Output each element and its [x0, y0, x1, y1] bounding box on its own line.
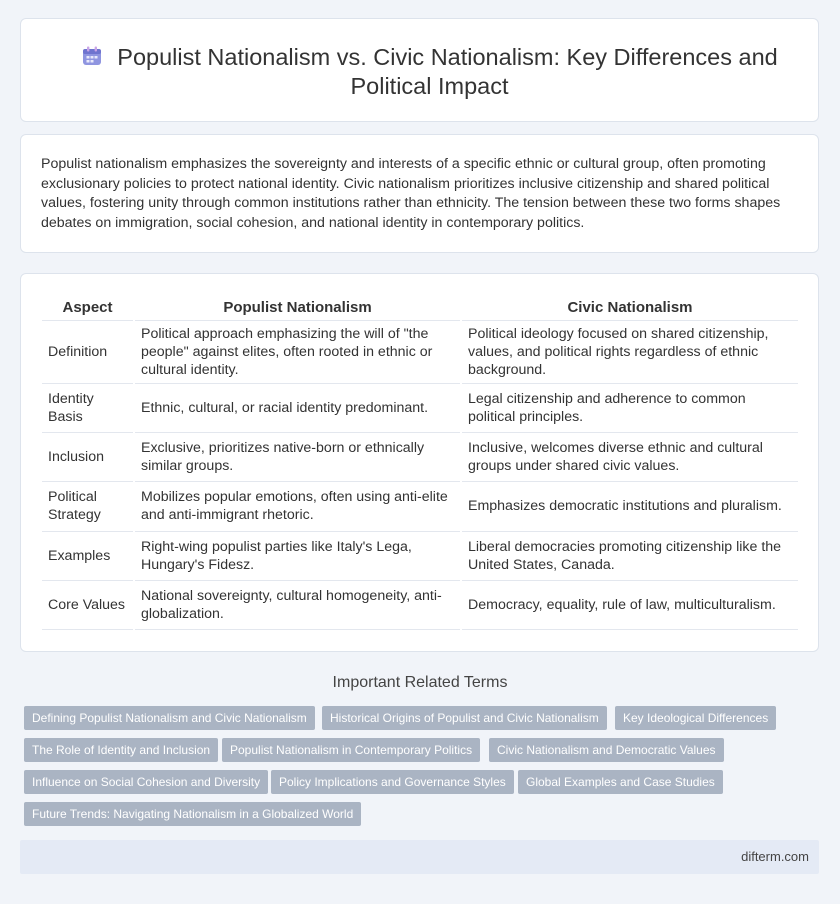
comparison-table-card: [20, 273, 819, 652]
cell-populist: Ethnic, cultural, or racial identity predominant.: [134, 383, 461, 432]
table-row: [42, 481, 798, 531]
cell-civic: Political ideology focused on shared citizenship, values, and political rights regardless of ethnic background.: [461, 320, 798, 383]
cell-populist: Political approach emphasizing the will of "the people" against elites, often rooted in ethnic or cultural identity.: [134, 320, 461, 383]
cell-civic: Democracy, equality, rule of law, multiculturalism.: [461, 580, 798, 629]
related-tag-social-cohesion[interactable]: Influence on Social Cohesion and Diversity: [24, 770, 268, 794]
page-title-text: Populist Nationalism vs. Civic Nationalism: Key Differences and Political Impact: [117, 44, 778, 99]
table-row: [42, 383, 798, 432]
related-tag-future-trends[interactable]: Future Trends: Navigating Nationalism in a Globalized World: [24, 802, 361, 826]
related-tag-historical-origins[interactable]: Historical Origins of Populist and Civic Nationalism: [322, 706, 607, 730]
header-civic: Civic Nationalism: [461, 296, 798, 320]
calendar-icon: [81, 45, 103, 67]
related-tag-contemporary-politics[interactable]: Populist Nationalism in Contemporary Politics: [222, 738, 480, 762]
cell-civic: Liberal democracies promoting citizenship like the United States, Canada.: [461, 531, 798, 580]
header-aspect: Aspect: [42, 296, 134, 320]
table-row: [42, 320, 798, 383]
title-wrap: [61, 43, 798, 101]
cell-aspect: Examples: [42, 531, 134, 580]
cell-populist: National sovereignty, cultural homogeneity, anti-globalization.: [134, 580, 461, 629]
cell-civic: Inclusive, welcomes diverse ethnic and cultural groups under shared civic values.: [461, 432, 798, 481]
related-tag-global-examples[interactable]: Global Examples and Case Studies: [518, 770, 723, 794]
cell-populist: Mobilizes popular emotions, often using anti-elite and anti-immigrant rhetoric.: [134, 481, 461, 531]
table-row: [42, 432, 798, 481]
related-tag-ideological-differences[interactable]: Key Ideological Differences: [615, 706, 776, 730]
cell-aspect: Definition: [42, 320, 134, 383]
related-tag-defining[interactable]: Defining Populist Nationalism and Civic Nationalism: [24, 706, 315, 730]
cell-aspect: Inclusion: [42, 432, 134, 481]
related-terms-title: Important Related Terms: [332, 674, 508, 691]
cell-civic: Emphasizes democratic institutions and pluralism.: [461, 481, 798, 531]
intro-paragraph: Populist nationalism emphasizes the sovereignty and interests of a specific ethnic or cultural group, often promoting exclusionary policies to protect national identity. Civic nationalism prioritizes inclusive citizenship and shared political values, fostering unity through common institutions rather than ethnicity. The tension between these two forms shapes debates on immigration, social cohesion, and national identity in contemporary politics.: [41, 156, 781, 231]
cell-aspect: Political Strategy: [42, 481, 134, 531]
table-row: [42, 531, 798, 580]
cell-aspect: Identity Basis: [42, 383, 134, 432]
cell-civic: Legal citizenship and adherence to common political principles.: [461, 383, 798, 432]
page-title: [61, 43, 798, 101]
cell-aspect: Core Values: [42, 580, 134, 629]
header-card: [20, 18, 819, 122]
comparison-table: [42, 296, 798, 630]
related-tag-policy-implications[interactable]: Policy Implications and Governance Styles: [271, 770, 514, 794]
footer-bar: [20, 840, 819, 874]
table-header-row: [42, 296, 798, 320]
table-row: [42, 580, 798, 629]
intro-card: [20, 134, 819, 253]
related-tag-identity-inclusion[interactable]: The Role of Identity and Inclusion: [24, 738, 218, 762]
cell-populist: Right-wing populist parties like Italy's Lega, Hungary's Fidesz.: [134, 531, 461, 580]
cell-populist: Exclusive, prioritizes native-born or ethnically similar groups.: [134, 432, 461, 481]
header-populist: Populist Nationalism: [134, 296, 461, 320]
related-tag-democratic-values[interactable]: Civic Nationalism and Democratic Values: [489, 738, 724, 762]
footer-site-link[interactable]: difterm.com: [741, 849, 809, 864]
